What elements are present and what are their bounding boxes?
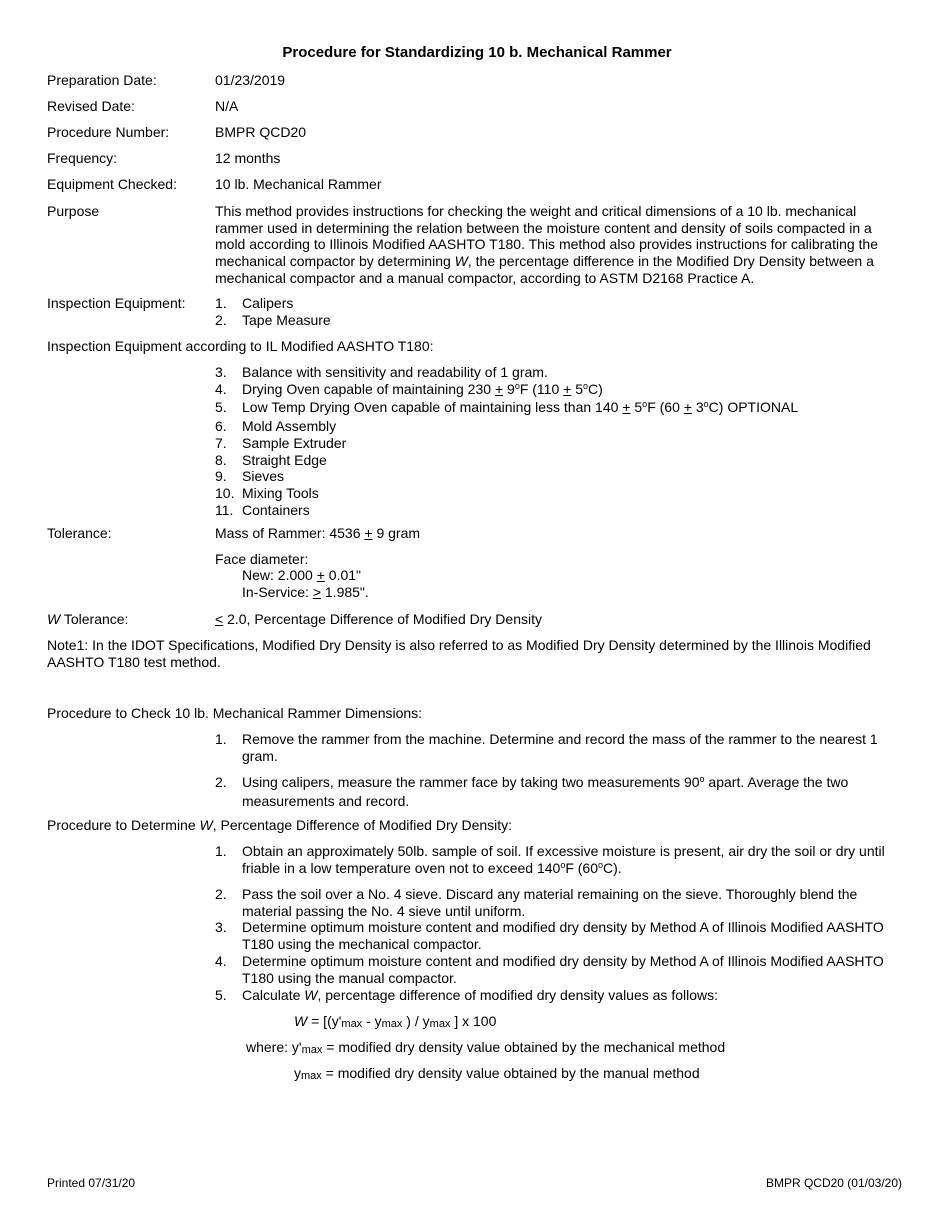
- degree-symbol: o: [598, 859, 604, 870]
- list-line: T180 using the manual compactor.: [242, 969, 457, 986]
- list-text: Tape Measure: [242, 311, 331, 328]
- list-text: 5: [630, 399, 643, 416]
- t180-list-body: [215, 364, 887, 518]
- where-text: [294, 1065, 700, 1084]
- list-number: 3.: [215, 364, 227, 380]
- list-text: 5: [571, 380, 584, 397]
- list-text: Drying Oven capable of maintaining 230: [242, 380, 495, 397]
- list-text: [242, 919, 888, 952]
- frequency-value: 12 months: [215, 150, 281, 166]
- note-line: Note1: In the IDOT Specifications, Modified Dry Density is also referred to as Modified Dry Density determined by the Illinois Modified: [47, 637, 871, 653]
- purpose-line: mold according to Illinois Modified AASHTO T180. This method also provides instructions for calibrating the: [215, 236, 878, 253]
- where-part: = modified dry density value obtained by the manual method: [321, 1065, 700, 1081]
- list-text: Straight Edge: [242, 451, 327, 468]
- list-item: [215, 418, 887, 435]
- note-text: [47, 637, 877, 670]
- list-item: [215, 295, 887, 312]
- list-text-part: Using calipers, measure the rammer face by taking two measurements 90: [242, 774, 700, 790]
- list-number: 8.: [215, 451, 227, 468]
- list-line: [242, 860, 888, 879]
- tolerance-text: In-Service:: [242, 584, 313, 601]
- list-text: Sample Extruder: [242, 434, 347, 451]
- purpose-line: [215, 253, 887, 270]
- list-number: 5.: [215, 399, 227, 416]
- list-item: [215, 468, 887, 485]
- list-number: 1.: [215, 843, 227, 859]
- degree-symbol: o: [699, 774, 705, 784]
- list-text: Containers: [242, 501, 310, 518]
- purpose-line: rammer used in determining the relation between the moisture content and density of soils compacted in a: [215, 219, 872, 236]
- list-number: 10.: [215, 484, 235, 501]
- w-tolerance-label: [47, 611, 128, 628]
- w-symbol: W: [47, 611, 61, 627]
- plus-minus-symbol: +: [364, 525, 373, 541]
- where-part: = modified dry density value obtained by the mechanical method: [322, 1039, 726, 1055]
- list-text: F (60: [647, 399, 684, 416]
- list-text-part: F (60: [565, 859, 599, 876]
- list-text: [242, 843, 888, 878]
- list-item: [215, 502, 887, 519]
- list-number: 3.: [215, 919, 227, 935]
- list-number: 7.: [215, 434, 227, 451]
- list-text: Calipers: [242, 295, 294, 311]
- formula-part: ] x 100: [450, 1013, 497, 1029]
- list-text-part: C).: [603, 859, 622, 876]
- footer-document-id: BMPR QCD20 (01/03/20): [765, 1176, 902, 1190]
- degree-symbol: o: [514, 380, 520, 391]
- purpose-label: Purpose: [47, 203, 100, 219]
- list-item: [215, 381, 887, 400]
- formula-part: - y: [362, 1013, 382, 1029]
- list-line: Remove the rammer from the machine. Determine and record the mass of the rammer to the nearest 1: [242, 731, 878, 747]
- list-text: Mold Assembly: [242, 418, 337, 435]
- list-item: [215, 452, 887, 469]
- purpose-text: [215, 203, 887, 287]
- label-text: Tolerance:: [60, 611, 129, 627]
- w-symbol: W: [304, 987, 318, 1003]
- in-service-tolerance: [215, 584, 887, 601]
- list-item: [215, 399, 887, 418]
- less-equal-symbol: <: [215, 611, 224, 627]
- inspection-equipment-label: Inspection Equipment:: [47, 295, 186, 311]
- list-text-part: friable in a low temperature oven not to exceed 140: [242, 859, 561, 876]
- face-diameter-label: Face diameter:: [215, 550, 309, 567]
- tolerance-text: 9 gram: [372, 525, 421, 541]
- degree-symbol: o: [703, 399, 709, 410]
- subscript: max: [429, 1018, 451, 1030]
- tolerance-values: [215, 525, 887, 601]
- list-line: [242, 774, 888, 793]
- list-item: [215, 312, 887, 329]
- degree-symbol: o: [583, 380, 589, 391]
- list-text: [242, 886, 888, 919]
- list-line: Determine optimum moisture content and modified dry density by Method A of Illinois Modified AASHTO: [242, 953, 884, 969]
- list-number: 11.: [215, 501, 234, 518]
- tolerance-label: Tolerance:: [47, 525, 112, 541]
- section-heading: Procedure to Check 10 lb. Mechanical Rammer Dimensions:: [47, 705, 423, 721]
- purpose-line: This method provides instructions for checking the weight and critical dimensions of a 10 lb. mechanical: [215, 203, 857, 219]
- degree-symbol: o: [642, 399, 648, 410]
- footer-printed-date: Printed 07/31/20: [47, 1176, 136, 1190]
- procedure-number-value: BMPR QCD20: [215, 124, 307, 140]
- list-line: Pass the soil over a No. 4 sieve. Discard any material remaining on the sieve. Thoroughly blend the: [242, 886, 858, 902]
- heading-text: , Percentage Difference of Modified Dry Density:: [212, 817, 513, 833]
- equipment-checked-label: Equipment Checked:: [47, 176, 177, 192]
- list-line: measurements and record.: [242, 792, 410, 809]
- inspection-equipment-list: [215, 295, 887, 328]
- tolerance-text: New: 2.000: [242, 567, 317, 584]
- degree-symbol: o: [560, 859, 566, 870]
- tolerance-text: 1.985".: [321, 584, 369, 601]
- preparation-date-label: Preparation Date:: [47, 72, 157, 88]
- subscript: max: [301, 1070, 322, 1082]
- list-text: [242, 731, 888, 764]
- purpose-text-part: mechanical compactor by determining: [215, 253, 455, 270]
- list-text: C): [588, 380, 603, 397]
- list-line: T180 using the mechanical compactor.: [242, 935, 482, 952]
- list-number: 1.: [215, 295, 227, 311]
- preparation-date-value: 01/23/2019: [215, 72, 286, 88]
- plus-minus-symbol: +: [622, 399, 631, 416]
- list-line: material passing the No. 4 sieve until uniform.: [242, 902, 526, 919]
- list-item: [215, 364, 887, 381]
- list-text-part: , percentage difference of modified dry density values as follows:: [317, 987, 719, 1003]
- purpose-text-part: , the percentage difference in the Modified Dry Density between a: [467, 253, 874, 270]
- plus-minus-symbol: +: [683, 399, 692, 416]
- greater-equal-symbol: >: [312, 584, 321, 601]
- procedure-number-label: Procedure Number:: [47, 124, 170, 140]
- list-text: Balance with sensitivity and readability of 1 gram.: [242, 364, 548, 380]
- list-number: 9.: [215, 468, 227, 485]
- formula-part: ) / y: [402, 1013, 430, 1029]
- list-text-part: apart. Average the two: [704, 774, 849, 790]
- list-number: 1.: [215, 731, 227, 747]
- w-tolerance-value: [215, 611, 887, 628]
- where-part: where: y': [246, 1039, 302, 1055]
- list-text: [242, 953, 888, 986]
- purpose-line: mechanical compactor and a manual compactor, according to ASTM D2168 Practice A.: [215, 269, 755, 286]
- revised-date-value: N/A: [215, 98, 239, 114]
- w-symbol: W: [454, 253, 468, 270]
- section-heading: [47, 817, 877, 834]
- formula-part: = [(y': [307, 1013, 342, 1029]
- subscript: max: [301, 1044, 323, 1056]
- where-text: [246, 1039, 725, 1058]
- subscript: max: [341, 1018, 363, 1030]
- list-text: [242, 987, 888, 1004]
- equipment-checked-value: 10 lb. Mechanical Rammer: [215, 176, 382, 192]
- list-text: [242, 774, 888, 809]
- list-text: 3: [691, 399, 704, 416]
- list-text: Low Temp Drying Oven capable of maintaining less than 140: [242, 399, 623, 416]
- subscript: max: [381, 1018, 403, 1030]
- heading-text: Procedure to Determine: [47, 817, 200, 833]
- frequency-label: Frequency:: [47, 150, 118, 166]
- list-item: [215, 485, 887, 502]
- formula-text: [294, 1013, 496, 1032]
- list-number: 5.: [215, 987, 227, 1003]
- list-number: 6.: [215, 418, 227, 435]
- tolerance-text: Mass of Rammer: 4536: [215, 525, 365, 541]
- list-number: 2.: [215, 774, 227, 790]
- plus-minus-symbol: +: [316, 567, 325, 584]
- list-text: Mixing Tools: [242, 484, 319, 501]
- where-part: y: [294, 1065, 301, 1081]
- list-line: Obtain an approximately 50lb. sample of soil. If excessive moisture is present, air dry the soil or dry until: [242, 843, 885, 859]
- tolerance-text: 0.01": [324, 567, 362, 584]
- list-number: 4.: [215, 953, 227, 969]
- list-number: 2.: [215, 311, 227, 328]
- list-line: Determine optimum moisture content and modified dry density by Method A of Illinois Modified AASHTO: [242, 919, 884, 935]
- list-number: 4.: [215, 380, 227, 397]
- list-text: F (110: [519, 380, 564, 397]
- list-text: C) OPTIONAL: [708, 399, 799, 416]
- list-number: 2.: [215, 886, 227, 902]
- page-title: Procedure for Standardizing 10 b. Mechanical Rammer: [282, 44, 672, 61]
- list-item: [215, 435, 887, 452]
- list-text: Sieves: [242, 468, 285, 485]
- plus-minus-symbol: +: [494, 380, 504, 397]
- value-text: 2.0, Percentage Difference of Modified Dry Density: [223, 611, 542, 627]
- section-heading: Inspection Equipment according to IL Modified AASHTO T180:: [47, 338, 434, 354]
- list-text-part: Calculate: [242, 987, 305, 1003]
- list-text: 9: [503, 380, 515, 397]
- mass-tolerance: [215, 525, 887, 542]
- plus-minus-symbol: +: [563, 380, 572, 397]
- note-line: AASHTO T180 test method.: [47, 653, 221, 670]
- w-symbol: W: [294, 1013, 308, 1029]
- new-tolerance: [215, 567, 887, 584]
- revised-date-label: Revised Date:: [47, 98, 135, 114]
- list-line: gram.: [242, 747, 278, 764]
- w-symbol: W: [199, 817, 213, 833]
- list-line: [242, 987, 888, 1004]
